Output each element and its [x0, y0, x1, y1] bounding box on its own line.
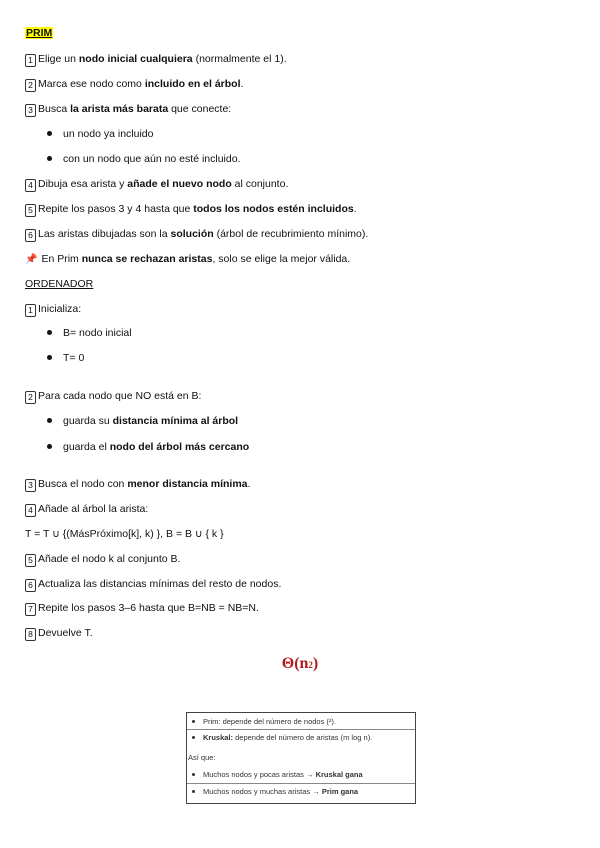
- bullet-icon: [192, 736, 195, 739]
- step-text: Busca: [38, 103, 71, 115]
- step-text: que conecte:: [168, 103, 232, 115]
- bullet-text: B= nodo inicial: [63, 327, 132, 339]
- comparison-item-prim: [192, 717, 336, 726]
- step-text: Inicializa:: [38, 303, 82, 315]
- bullet-bold-text: distancia mínima al árbol: [112, 415, 239, 427]
- ordenador-s1-bullet-1: [47, 327, 132, 340]
- ordenador-step-7: [25, 602, 259, 616]
- comparison-bold-text: Kruskal gana: [315, 770, 363, 779]
- prim-bullet-2: [47, 153, 240, 166]
- ordenador-step-1: [25, 303, 81, 317]
- bullet-icon: [47, 156, 52, 161]
- step-text: Repite los pasos 3–6 hasta que B=NB = NB=N.: [38, 602, 259, 614]
- step-number-badge: 7: [25, 603, 36, 616]
- comparison-item-prim-wins: [192, 787, 358, 796]
- step-text: al conjunto.: [231, 178, 289, 190]
- step-number-badge: 5: [25, 554, 36, 567]
- note-text: En Prim: [41, 253, 82, 265]
- complexity-exponent: 2: [308, 660, 313, 670]
- step-text: .: [247, 478, 251, 490]
- step-text: Añade al árbol la arista:: [38, 503, 149, 515]
- bullet-text: guarda el: [63, 441, 110, 453]
- step-text: .: [353, 203, 357, 215]
- comparison-label: Prim:: [203, 717, 223, 726]
- bullet-text: un nodo ya incluido: [63, 128, 154, 140]
- comparison-label: Kruskal:: [203, 733, 236, 742]
- step-number-badge: 4: [25, 179, 36, 192]
- step-bold-text: añade el nuevo nodo: [127, 178, 232, 190]
- step-bold-text: todos los nodos estén incluidos: [193, 203, 354, 215]
- bullet-icon: [47, 444, 52, 449]
- prim-title-text: PRIM: [26, 27, 53, 39]
- step-bold-text: la arista más barata: [70, 103, 169, 115]
- prim-step-3: [25, 103, 231, 117]
- ordenador-title: ORDENADOR: [25, 278, 94, 290]
- step-bold-text: menor distancia mínima: [127, 478, 248, 490]
- prim-step-2: [25, 78, 243, 92]
- comparison-text: depende del número de nodos (²).: [222, 717, 337, 726]
- comparison-item-kruskal: [192, 733, 372, 742]
- step-text: Actualiza las distancias mínimas del resto de nodos.: [38, 578, 282, 590]
- note-text: , solo se elige la mejor válida.: [212, 253, 351, 265]
- prim-step-6: [25, 228, 368, 242]
- step-number-badge: 4: [25, 504, 36, 517]
- prim-step-5: [25, 203, 357, 217]
- step-bold-text: nodo inicial cualquiera: [78, 53, 193, 65]
- step-text: Marca ese nodo como: [38, 78, 145, 90]
- complexity-main: Θ(n: [281, 655, 309, 672]
- step-number-badge: 3: [25, 479, 36, 492]
- prim-bullet-1: [47, 128, 154, 141]
- complexity-formula: [0, 655, 600, 673]
- bullet-icon: [192, 773, 195, 776]
- bullet-icon: [192, 790, 195, 793]
- bullet-text: T= 0: [63, 352, 85, 364]
- bullet-text: con un nodo que aún no esté incluido.: [63, 153, 241, 165]
- ordenador-step-4: [25, 503, 148, 517]
- step-text: Para cada nodo que NO está en B:: [38, 390, 202, 402]
- step-number-badge: 1: [25, 54, 36, 67]
- step-text: Busca el nodo con: [38, 478, 128, 490]
- ordenador-step-8: [25, 627, 93, 641]
- step-text: (árbol de recubrimiento mínimo).: [213, 228, 369, 240]
- comparison-bold-text: Prim gana: [321, 787, 359, 796]
- step-text: Devuelve T.: [38, 627, 93, 639]
- divider: [187, 729, 415, 730]
- step-number-badge: 2: [25, 391, 36, 404]
- bullet-icon: [47, 355, 52, 360]
- step-text: Añade el nodo k al conjunto B.: [38, 553, 181, 565]
- divider: [187, 783, 415, 784]
- ordenador-step-3: [25, 478, 250, 492]
- prim-title: [25, 27, 53, 40]
- bullet-icon: [47, 418, 52, 423]
- pushpin-icon: 📌: [25, 254, 38, 265]
- step-number-badge: 1: [25, 304, 36, 317]
- step-number-badge: 5: [25, 204, 36, 217]
- step-bold-text: solución: [170, 228, 214, 240]
- bullet-text: guarda su: [63, 415, 113, 427]
- bullet-bold-text: nodo del árbol más cercano: [109, 441, 250, 453]
- step-text: Repite los pasos 3 y 4 hasta que: [38, 203, 194, 215]
- ordenador-step-6: [25, 578, 281, 592]
- ordenador-step-2: [25, 390, 201, 404]
- comparison-text: Muchos nodos y pocas aristas →: [203, 770, 316, 779]
- comparison-text: depende del número de aristas (m log n).: [235, 733, 373, 742]
- step-text: .: [240, 78, 244, 90]
- step-bold-text: incluido en el árbol: [144, 78, 241, 90]
- step-number-badge: 6: [25, 579, 36, 592]
- step-text: (normalmente el 1).: [192, 53, 287, 65]
- step-number-badge: 8: [25, 628, 36, 641]
- complexity-close: ): [312, 655, 319, 672]
- ordenador-step-5: [25, 553, 180, 567]
- prim-note: [25, 253, 350, 266]
- step-text: Elige un: [38, 53, 79, 65]
- comparison-item-kruskal-wins: [192, 770, 363, 779]
- prim-step-4: [25, 178, 288, 192]
- comparison-asi: Así que:: [188, 753, 216, 762]
- bullet-icon: [47, 330, 52, 335]
- ordenador-s1-bullet-2: [47, 352, 84, 365]
- step-number-badge: 2: [25, 79, 36, 92]
- comparison-image: [186, 712, 416, 804]
- bullet-icon: [47, 131, 52, 136]
- ordenador-formula: T = T ∪ {(MásPróximo[k], k) }, B = B ∪ { k }: [25, 528, 224, 540]
- step-number-badge: 6: [25, 229, 36, 242]
- ordenador-s2-bullet-2: [47, 441, 249, 454]
- step-number-badge: 3: [25, 104, 36, 117]
- step-text: Las aristas dibujadas son la: [38, 228, 171, 240]
- prim-step-1: [25, 53, 287, 67]
- comparison-text: Muchos nodos y muchas aristas →: [203, 787, 322, 796]
- ordenador-s2-bullet-1: [47, 415, 238, 428]
- bullet-icon: [192, 720, 195, 723]
- step-text: Dibuja esa arista y: [38, 178, 128, 190]
- note-bold-text: nunca se rechazan aristas: [81, 253, 213, 265]
